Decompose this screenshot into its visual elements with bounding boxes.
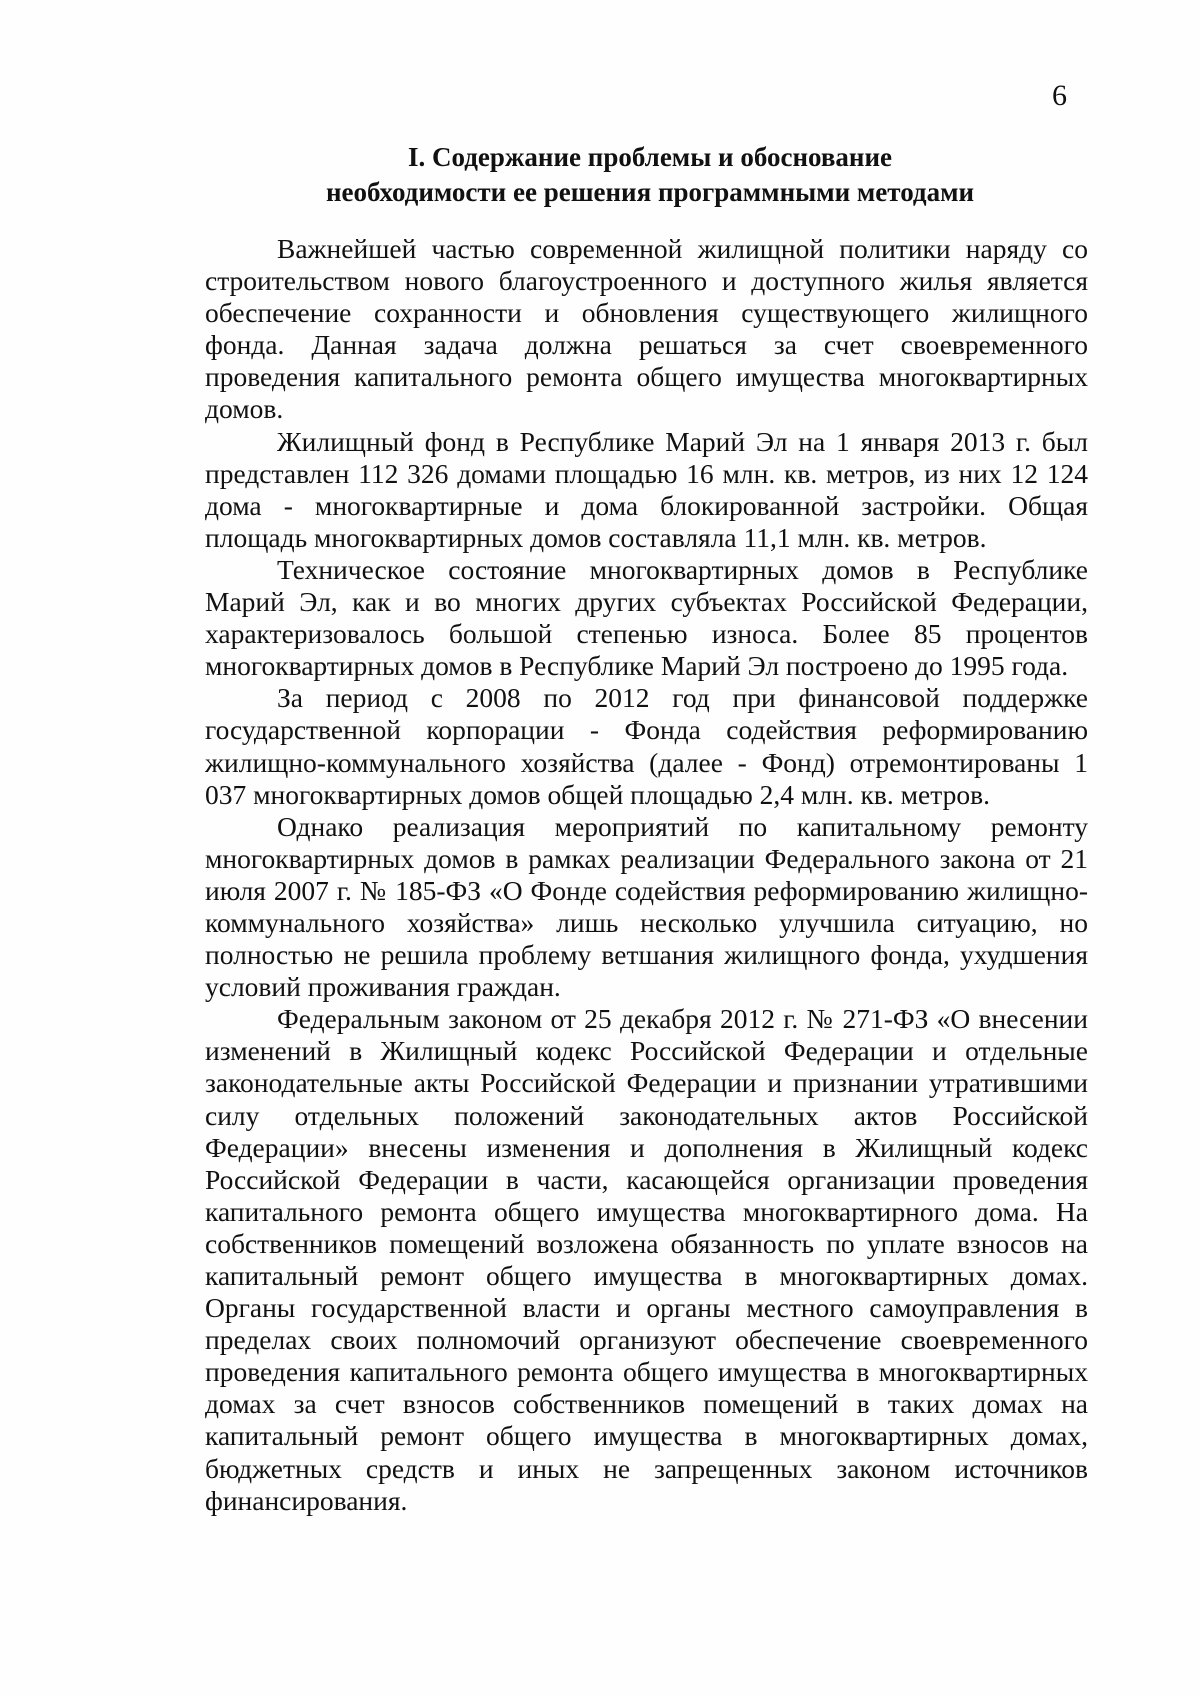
paragraph-federal-law-271: Федеральным законом от 25 декабря 2012 г. № 271-ФЗ «О внесении изменений в Жилищный кодекс Российской Федерации и отдельные законодательные акты Российской Федерации и признании утратившими силу отдельных положений законодательных актов Российской Федерации» внесены изменения и дополнения в Жилищный кодекс Российской Федерации в части, касающейся организации проведения капитального ремонта общего имущества многоквартирного дома. На собственников помещений возложена обязанность по уплате взносов на капитальный ремонт общего имущества в многоквартирных домах. Органы государственной власти и органы местного самоуправления в пределах своих полномочий организуют обеспечение своевременного проведения капитального ремонта общего имущества в многоквартирных домах за счет взносов собственников помещений в таких домах на капитальный ремонт общего имущества в многоквартирных домах, бюджетных средств и иных не запрещенных законом источников финансирования.	[205, 1003, 1088, 1516]
paragraph-technical-condition: Техническое состояние многоквартирных домов в Республике Марий Эл, как и во многих других субъектах Российской Федерации, характеризовалось большой степенью износа. Более 85 процентов многоквартирных домов в Республике Марий Эл построено до 1995 года.	[205, 553, 1088, 682]
page-number: 6	[1052, 79, 1067, 112]
section-title-line-1: I. Содержание проблемы и обоснование	[407, 142, 893, 172]
section-title-line-2: необходимости ее решения программными методами	[325, 177, 975, 207]
paragraph-housing-stock: Жилищный фонд в Республике Марий Эл на 1 января 2013 г. был представлен 112 326 домами площадью 16 млн. кв. метров, из них 12 124 дома - многоквартирные и дома блокированной застройки. Общая площадь многоквартирных домов составляла 11,1 млн. кв. метров.	[205, 425, 1088, 553]
section-title	[210, 140, 1090, 210]
paragraph-housing-policy: Важнейшей частью современной жилищной политики наряду со строительством нового благоустроенного и доступного жилья является обеспечение сохранности и обновления существующего жилищного фонда. Данная задача должна решаться за счет своевременного проведения капитального ремонта общего имущества многоквартирных домов.	[205, 233, 1088, 425]
paragraph-fund-support: За период с 2008 по 2012 год при финансовой поддержке государственной корпорации - Фонда содействия реформированию жилищно-коммунального хозяйства (далее - Фонд) отремонтированы 1 037 многоквартирных домов общей площадью 2,4 млн. кв. метров.	[205, 682, 1088, 810]
body-text	[205, 233, 1088, 1517]
paragraph-federal-law-185: Однако реализация мероприятий по капитальному ремонту многоквартирных домов в рамках реализации Федерального закона от 21 июля 2007 г. № 185-ФЗ «О Фонде содействия реформированию жилищно-коммунального хозяйства» лишь несколько улучшила ситуацию, но полностью не решила проблему ветшания жилищного фонда, ухудшения условий проживания граждан.	[205, 810, 1088, 1003]
